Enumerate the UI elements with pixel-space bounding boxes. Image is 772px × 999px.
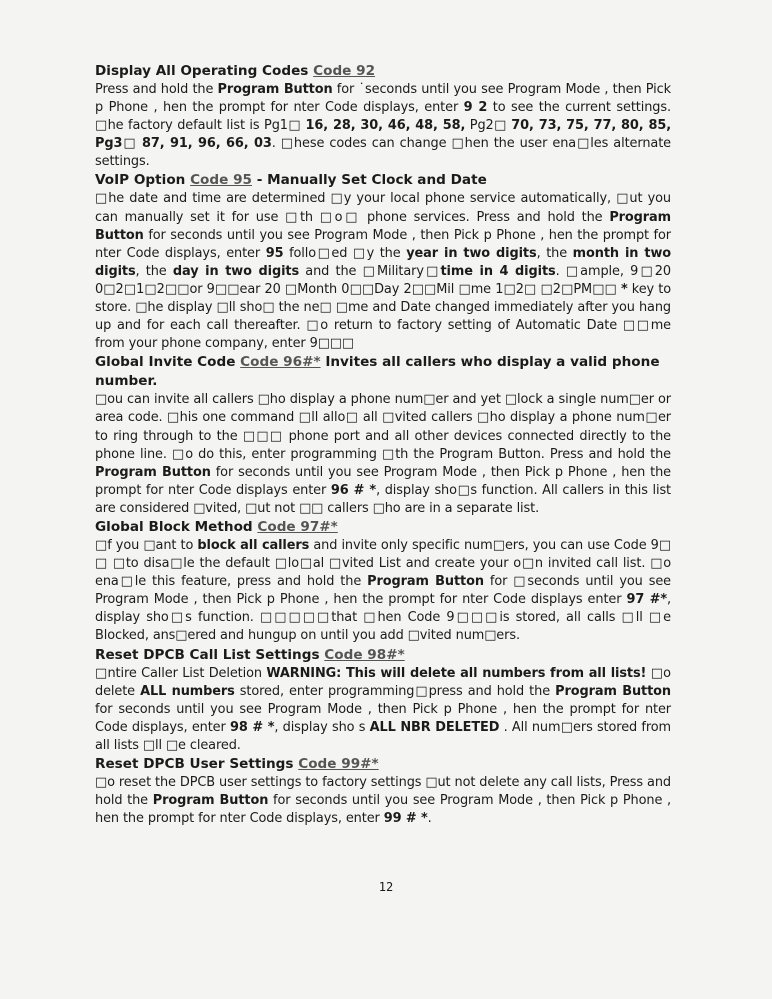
heading-subtitle: - Manually Set Clock and Date bbox=[252, 172, 487, 189]
section bbox=[95, 755, 671, 828]
heading-title: Global Block Method bbox=[95, 518, 258, 535]
emphasis: block all callers bbox=[197, 537, 310, 553]
code-link[interactable]: Code 92 bbox=[313, 63, 376, 79]
emphasis: Program Button bbox=[95, 464, 211, 480]
emphasis: Program Button bbox=[152, 793, 269, 809]
section-body: □ntire Caller List Deletion WARNING: This will delete all numbers from all lists! □o delete ALL numbers stored, enter programming□press and hold the Program Button for seconds until you see Program Mode , then Pick p Phone , hen the prompt for nter Code displays, enter 98 # *, display sho s ALL NBR DELETED . All num□ers stored from all lists □ll □e cleared. bbox=[95, 665, 671, 753]
heading-subtitle: Invites all callers who display a valid phone number. bbox=[95, 354, 660, 390]
section-heading bbox=[95, 755, 671, 774]
emphasis: time in 4 digits bbox=[440, 263, 556, 279]
section-heading bbox=[95, 171, 671, 190]
heading-title: VoIP Option bbox=[95, 172, 191, 189]
section-body: □ou can invite all callers □ho display a phone num□er and yet □lock a single num□er or area code. □his one command □ll allo□ all □vited callers □ho display a phone num□er to ring through to the □□□ phone port and all other devices connected directly to the phone line. □o do this, enter programming □th the Program Button. Press and hold the Program Button for seconds until you see Program Mode , then Pick p Phone , hen the prompt for nter Code displays enter 96 # *, display sho□s function. All callers in this list are considered □vited, □ut not □□ callers □ho are in a separate list. bbox=[95, 392, 672, 516]
section bbox=[95, 62, 671, 171]
emphasis: 95 bbox=[265, 245, 284, 261]
section-heading bbox=[95, 62, 671, 81]
emphasis: 99 # * bbox=[383, 811, 428, 827]
emphasis: day in two digits bbox=[172, 263, 300, 279]
code-link[interactable]: Code 95 bbox=[190, 172, 252, 189]
section bbox=[95, 646, 671, 755]
code-link[interactable]: Code 99#* bbox=[298, 756, 379, 772]
heading-title: Reset DPCB Call List Settings bbox=[95, 646, 325, 663]
emphasis: ALL numbers bbox=[140, 683, 235, 699]
section bbox=[95, 353, 671, 518]
document-page bbox=[95, 62, 671, 828]
section-body: □f you □ant to block all callers and invite only specific num□ers, you can use Code 9□ □ □to disa□le the default □lo□al □vited List and create your o□n invited call list. □o ena□le this feature, press and hold the Program Button for □seconds until you see Program Mode , then Pick p Phone , hen the prompt for nter Code displays enter 97 #*, display sho□s function. □□□□□that □hen Code 9□□□is stored, all calls □ll □e Blocked, ans□ered and hungup on until you add □vited num□ers. bbox=[95, 537, 672, 644]
heading-title: Reset DPCB User Settings bbox=[95, 756, 299, 772]
emphasis: 16, 28, 30, 46, 48, 58, bbox=[305, 118, 466, 134]
emphasis: month in two digits bbox=[95, 245, 672, 279]
emphasis: 70, 73, 75, 77, 80, 85, Pg3□ 87, 91, 96, 66, 03 bbox=[95, 118, 671, 152]
section bbox=[95, 518, 671, 646]
emphasis: Program Button bbox=[367, 574, 484, 590]
code-link[interactable]: Code 98#* bbox=[324, 646, 405, 663]
section-heading bbox=[95, 353, 671, 391]
emphasis: ALL NBR DELETED bbox=[369, 719, 500, 735]
emphasis: Program Button bbox=[217, 82, 333, 97]
section-body: □he date and time are determined □y your local phone service automatically, □ut you can manually set it for use □th □o□ phone services. Press and hold the Program Button for seconds until you see Program Mode , then Pick p Phone , hen the prompt for nter Code displays, enter 95 follo□ed □y the year in two digits, the month in two digits, the day in two digits and the □Military□time in 4 digits. □ample, 9□20 0□2□1□2□□or 9□□ear 20 □Month 0□□Day 2□□Mil □me 1□2□ □2□PM□□ * key to store. □he display □ll sho□ the ne□ □me and Date changed immediately after you hang up and for each call thereafter. □o return to factory setting of Automatic Date □□me from your phone company, enter 9□□□ bbox=[95, 191, 672, 352]
emphasis: 98 # * bbox=[229, 719, 275, 735]
section-heading bbox=[95, 646, 671, 665]
emphasis: 96 # * bbox=[330, 482, 377, 498]
emphasis: 9 2 bbox=[463, 100, 488, 116]
emphasis: Program Button bbox=[555, 683, 671, 699]
emphasis: year in two digits bbox=[406, 245, 537, 261]
section-body: Press and hold the Program Button for ˙seconds until you see Program Mode , then Pick p Phone , hen the prompt for nter Code displays, enter 9 2 to see the current settings. □he factory default list is Pg1□ 16, 28, 30, 46, 48, 58, Pg2□ 70, 73, 75, 77, 80, 85, Pg3□ 87, 91, 96, 66, 03. □hese codes can change □hen the user ena□les alternate settings. bbox=[95, 82, 671, 170]
code-link[interactable]: Code 96#* bbox=[240, 354, 321, 371]
emphasis: 97 #* bbox=[626, 592, 667, 608]
section-body: □o reset the DPCB user settings to factory settings □ut not delete any call lists, Press and hold the Program Button for seconds until you see Program Mode , then Pick p Phone , hen the prompt for nter Code displays, enter 99 # *. bbox=[95, 775, 672, 827]
emphasis: Program Button bbox=[95, 209, 671, 243]
heading-title: Global Invite Code bbox=[95, 354, 241, 371]
section-heading bbox=[95, 518, 671, 537]
section bbox=[95, 171, 671, 353]
page-number: 12 bbox=[378, 880, 394, 894]
emphasis: * bbox=[620, 281, 628, 297]
emphasis: WARNING: This will delete all numbers from all lists! bbox=[266, 665, 647, 681]
heading-title: Display All Operating Codes bbox=[95, 63, 314, 79]
code-link[interactable]: Code 97#* bbox=[257, 518, 338, 535]
